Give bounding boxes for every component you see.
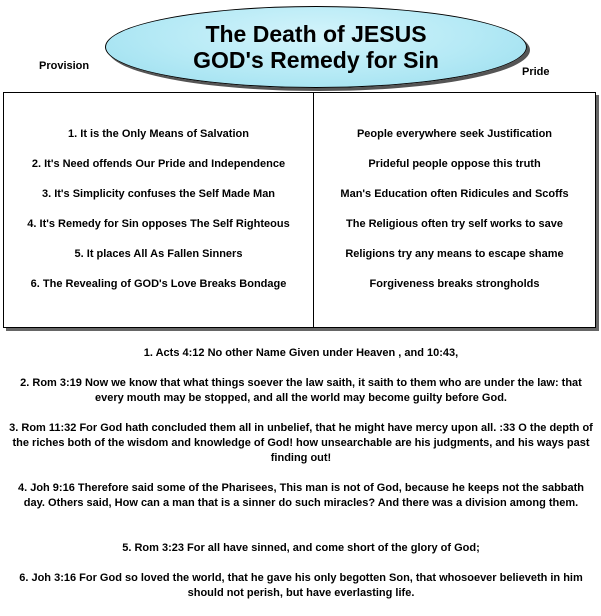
provision-item: 1. It is the Only Means of Salvation: [68, 128, 249, 140]
provision-label: Provision: [39, 60, 90, 72]
reference-item: 2. Rom 3:19 Now we know that what things soever the law saith, it saith to them who are under the law: that every mouth may be stopped, and all the world may become guilty before God.: [20, 377, 582, 404]
reference-item: 6. Joh 3:16 For God so loved the world, that he gave his only begotten Son, that whosoever believeth in him should not perish, but have everlasting life.: [19, 572, 583, 599]
pride-item: Religions try any means to escape shame: [345, 248, 564, 260]
title-line-2: GOD's Remedy for Sin: [193, 47, 439, 73]
pride-item: The Religious often try self works to save: [346, 218, 563, 230]
pride-label: Pride: [522, 66, 550, 78]
reference-item: 1. Acts 4:12 No other Name Given under Heaven , and 10:43,: [143, 347, 459, 359]
provision-item: 5. It places All As Fallen Sinners: [74, 248, 243, 260]
pride-item: Prideful people oppose this truth: [368, 158, 541, 170]
provision-item: 2. It's Need offends Our Pride and Independence: [31, 158, 286, 170]
provision-item: 4. It's Remedy for Sin opposes The Self Righteous: [27, 218, 290, 230]
provision-item: 6. The Revealing of GOD's Love Breaks Bondage: [30, 278, 287, 290]
reference-item: 4. Joh 9:16 Therefore said some of the Pharisees, This man is not of God, because he keeps not the sabbath day. Others said, How can a man that is a sinner do such miracles? And there was a division among them.: [17, 482, 585, 509]
reference-item: 3. Rom 11:32 For God hath concluded them all in unbelief, that he might have mercy upon all. :33 O the depth of the riches both of the wisdom and knowledge of God! how unsearchable are his judgments, and his ways past finding out!: [9, 422, 593, 464]
provision-panel: [3, 92, 314, 328]
title-ellipse: [105, 6, 527, 88]
provision-item: 3. It's Simplicity confuses the Self Made Man: [41, 188, 276, 200]
pride-item: People everywhere seek Justification: [356, 128, 553, 140]
pride-item: Forgiveness breaks strongholds: [369, 278, 540, 290]
title-line-1: The Death of JESUS: [205, 21, 427, 47]
pride-panel: [313, 92, 596, 328]
reference-item: 5. Rom 3:23 For all have sinned, and come short of the glory of God;: [122, 542, 480, 554]
pride-item: Man's Education often Ridicules and Scoffs: [340, 188, 569, 200]
